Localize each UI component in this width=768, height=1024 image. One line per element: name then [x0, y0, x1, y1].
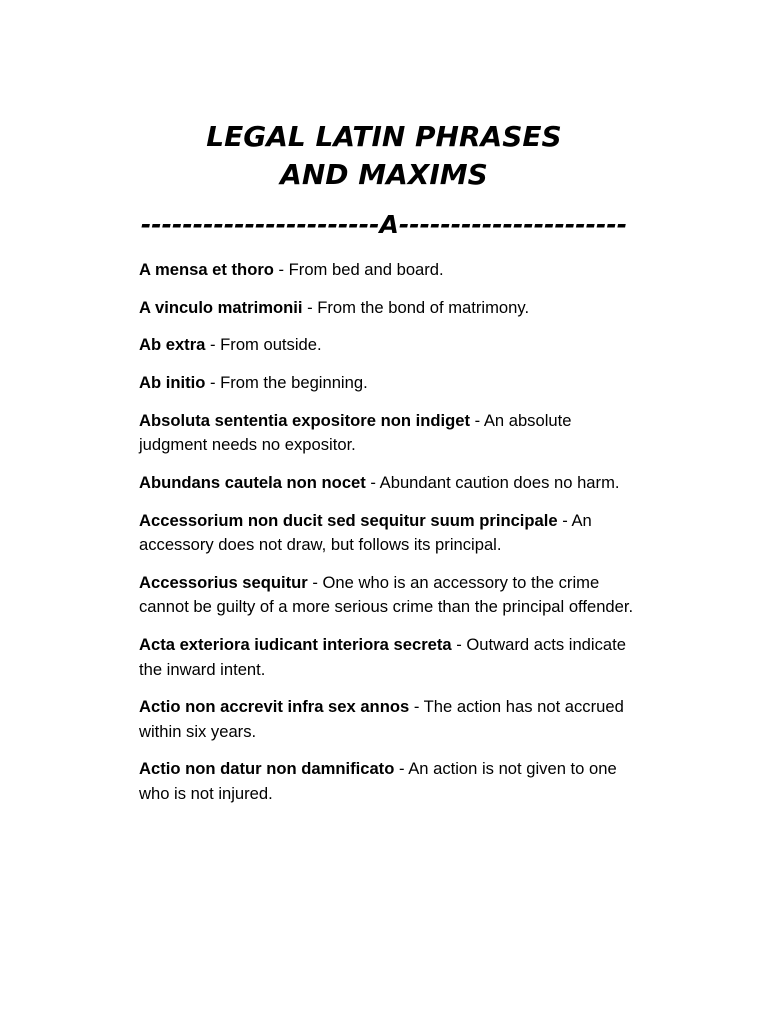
glossary-entry	[139, 409, 639, 458]
title-line-2: AND MAXIMS	[280, 158, 488, 191]
entry-term: Acta exteriora iudicant interiora secreta	[139, 635, 452, 654]
entry-term: Actio non accrevit infra sex annos	[139, 697, 410, 717]
entry-definition: - An action is not given to one who is not injured.	[139, 759, 617, 803]
title-line-1: LEGAL LATIN PHRASES	[206, 120, 562, 153]
entry-term: Accessorius sequitur	[139, 572, 308, 592]
entry-definition: - The action has not accrued within six years.	[139, 697, 624, 741]
glossary-entry	[139, 509, 639, 558]
entry-term: Accessorium non ducit sed sequitur suum principale	[139, 510, 558, 530]
document-title	[0, 118, 768, 194]
glossary-entry	[139, 695, 639, 744]
glossary-entry	[139, 471, 639, 496]
section-divider-a: -----------------------A----------------------	[140, 210, 628, 239]
entry-term: Abundans cautela non nocet	[139, 472, 366, 492]
entry-definition: - One who is an accessory to the crime cannot be guilty of a more serious crime than the principal offender.	[139, 572, 634, 617]
entry-definition: - Abundant caution does no harm.	[365, 472, 620, 492]
glossary-entry	[139, 371, 639, 396]
entry-definition: - An accessory does not draw, but follows its principal.	[139, 510, 592, 555]
glossary-entry	[139, 633, 639, 682]
entry-term: A mensa et thoro	[139, 260, 274, 279]
entry-term: A vinculo matrimonii	[139, 297, 303, 317]
glossary-entry	[139, 258, 639, 283]
entry-term: Absoluta sententia expositore non indiget	[139, 410, 470, 430]
glossary-entry	[139, 757, 639, 806]
glossary-entry	[139, 571, 639, 620]
entry-term: Actio non datur non damnificato	[139, 759, 395, 779]
glossary-entry	[139, 333, 639, 358]
glossary-entry	[139, 296, 639, 321]
glossary-list	[139, 258, 639, 820]
entry-definition: - From outside.	[205, 335, 322, 355]
entry-definition: - Outward acts indicate the inward intent.	[139, 635, 626, 679]
entry-term: Ab initio	[139, 373, 206, 393]
entry-definition: - An absolute judgment needs no expositor.	[139, 410, 572, 455]
entry-definition: - From the beginning.	[205, 373, 368, 393]
entry-definition: - From the bond of matrimony.	[302, 297, 530, 317]
entry-term: Ab extra	[139, 335, 206, 355]
entry-definition: - From bed and board.	[273, 260, 444, 279]
